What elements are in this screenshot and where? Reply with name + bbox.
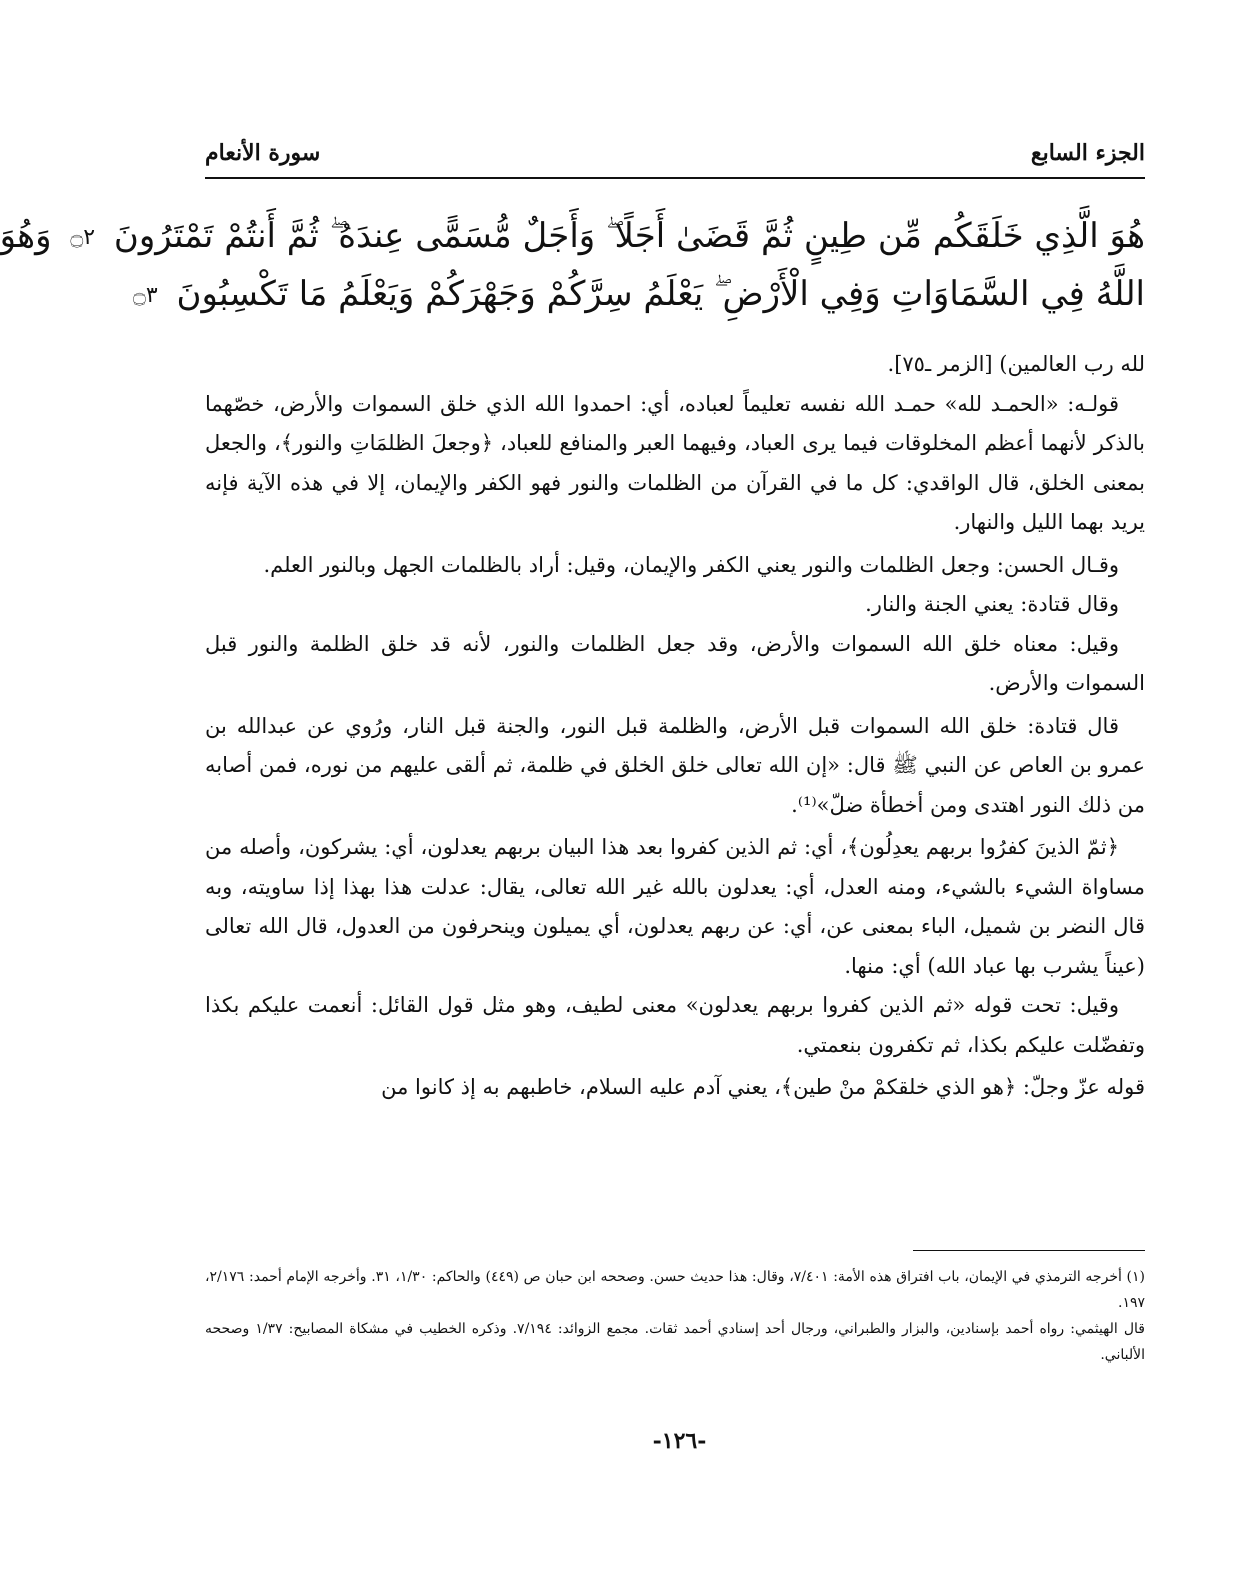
juz-title: الجزء السابع	[1030, 140, 1145, 166]
footnotes	[205, 1264, 1145, 1368]
quran-verse-line-2	[133, 272, 1145, 318]
ayah-number-2: ۝٢	[70, 225, 96, 250]
header-rule	[205, 177, 1145, 179]
footnote-2: قال الهيثمي: رواه أحمد بإسنادين، والبزار والطبراني، ورجال أحد إسنادي أحمد ثقات. مجمع الزوائد: ٧/١٩٤. وذكره الخطيب في مشكاة المصابيح: ١/٣٧ وصححه الألباني.	[205, 1321, 1145, 1363]
running-header	[205, 138, 1145, 174]
paragraph-3: وقـال الحسن: وجعل الظلمات والنور يعني الكفر والإيمان، وقيل: أراد بالظلمات الجهل وبالنور العلم.	[263, 552, 1119, 577]
paragraph-4: وقال قتادة: يعني الجنة والنار.	[865, 592, 1119, 616]
surah-title: سورة الأنعام	[205, 140, 321, 166]
paragraph-6: قال قتادة: خلق الله السموات قبل الأرض، والظلمة قبل النور، والجنة قبل النار، ورُوي عن عبدالله بن عمرو بن العاص عن النبي ﷺ قال: «إن الله تعالى خلق الخلق في ظلمة، ثم ألقى عليهم من نوره، فمن أصابه من ذلك النور اهتدى ومن أخطأة ضلّ»⁽¹⁾.	[205, 713, 1145, 817]
verse-text-1: هُوَ الَّذِي خَلَقَكُم مِّن طِينٍ ثُمَّ قَضَىٰ أَجَلًا ۖ وَأَجَلٌ مُّسَمًّى عِندَهُ ۖ ثُمَّ أَنتُمْ تَمْتَرُونَ	[113, 216, 1145, 256]
footnote-rule	[913, 1250, 1145, 1251]
paragraph-1: لله رب العالمين) [الزمر ـ٧٥].	[887, 352, 1145, 376]
commentary-body	[205, 345, 1145, 1108]
ayah-number-3: ۝٣	[133, 283, 158, 308]
page-number: -١٢٦-	[652, 1428, 707, 1454]
verse-text-1-end: وَهُوَ	[0, 216, 52, 256]
footnote-1: (١) أخرجه الترمذي في الإيمان، باب افتراق هذه الأمة: ٧/٤٠١، وقال: هذا حديث حسن. وصححه ابن حبان ص (٤٤٩) والحاكم: ١/٣٠، ٣١. وأخرجه الإمام أحمد: ٢/١٧٦، ١٩٧.	[205, 1269, 1145, 1311]
paragraph-5: وقيل: معناه خلق الله السموات والأرض، وقد جعل الظلمات والنور، لأنه قد خلق الظلمة والنور قبل السموات والأرض.	[205, 631, 1145, 695]
paragraph-9: قوله عزّ وجلّ: ﴿هو الذي خلقكمْ منْ طين﴾، يعني آدم عليه السلام، خاطبهم به إذ كانوا من	[381, 1075, 1145, 1099]
paragraph-2: قولـه: «الحمـد لله» حمـد الله نفسه تعليماً لعباده، أي: احمدوا الله الذي خلق السموات والأرض، خصّهما بالذكر لأنهما أعظم المخلوقات فيما يرى العباد، وفيهما العبر والمنافع للعباد، ﴿وجعلَ الظلمَاتِ والنور﴾، والجعل بمعنى الخلق، قال الواقدي: كل ما في القرآن من الظلمات والنور فهو الكفر والإيمان، إلا في هذه الآية فإنه يريد بهما الليل والنهار.	[205, 391, 1145, 534]
paragraph-8: وقيل: تحت قوله «ثم الذين كفروا بربهم يعدلون» معنى لطيف، وهو مثل قول القائل: أنعمت عليكم بكذا وتفضّلت عليكم بكذا، ثم تكفرون بنعمتي.	[205, 993, 1145, 1057]
paragraph-7: ﴿ثمّ الذينَ كفرُوا بربهم يعدِلُون﴾، أي: ثم الذين كفروا بعد هذا البيان بربهم يعدلون، أي: يشركون، وأصله من مساواة الشيء بالشيء، ومنه العدل، أي: يعدلون بالله غير الله تعالى، يقال: عدلت هذا بهذا إذا ساويته، وبه قال النضر بن شميل، الباء بمعنى عن، أي: عن ربهم يعدلون، أي يميلون وينحرفون من العدول، قال الله تعالى (عيناً يشرب بها عباد الله) أي: منها.	[205, 835, 1145, 978]
verse-text-2: اللَّهُ فِي السَّمَاوَاتِ وَفِي الْأَرْضِ ۖ يَعْلَمُ سِرَّكُمْ وَجَهْرَكُمْ وَيَعْلَمُ مَا تَكْسِبُونَ	[176, 274, 1145, 314]
quran-verse-line-1	[0, 214, 1145, 260]
